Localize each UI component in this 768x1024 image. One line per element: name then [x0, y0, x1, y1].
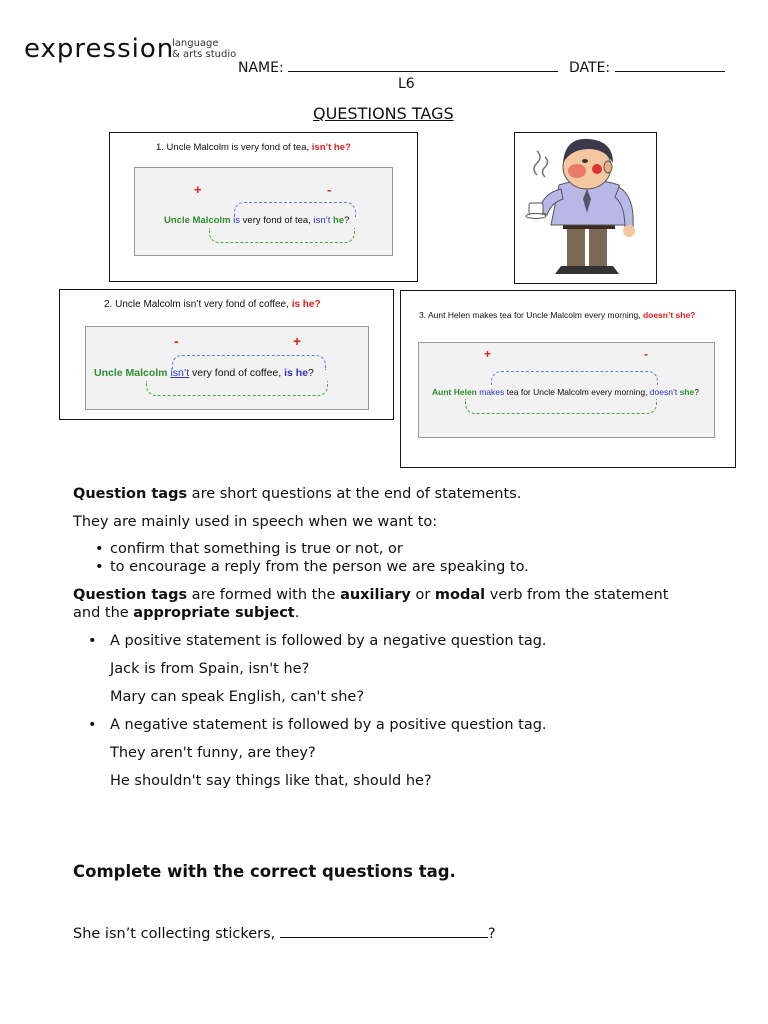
text: are formed with the — [187, 587, 341, 603]
minus-sign: - — [174, 333, 179, 349]
link-dash-top — [491, 371, 658, 385]
page-title: QUESTIONS TAGS — [313, 104, 454, 123]
example-2-panel — [85, 326, 369, 410]
example-1-panel — [134, 167, 393, 256]
example-1-box — [109, 132, 418, 282]
intro-paragraph-3 — [73, 586, 723, 622]
auxiliary: isn’t — [170, 367, 190, 379]
example-3-box — [400, 290, 736, 468]
link-dash-bottom — [465, 399, 657, 414]
rule-2-example-1: They aren't funny, are they? — [110, 745, 316, 761]
link-dash-bottom — [146, 381, 328, 396]
caption-text: 3. Aunt Helen makes tea for Uncle Malcolm every morning, — [419, 310, 643, 320]
example-2-sentence — [94, 367, 314, 379]
plus-sign: + — [293, 333, 302, 349]
intro-paragraph-1 — [73, 485, 521, 503]
tag-auxiliary: isn’t — [313, 215, 331, 226]
logo-subtitle-line-1: language — [172, 38, 219, 49]
rest: very fond of coffee, — [189, 367, 285, 379]
bullet-dot: • — [95, 541, 104, 557]
minus-sign: - — [644, 347, 648, 361]
rule-2-text: A negative statement is followed by a positive question tag. — [110, 717, 547, 733]
caption-tag: isn’t he? — [311, 142, 351, 153]
bullet-dot: • — [88, 633, 97, 649]
text: . — [294, 605, 300, 621]
auxiliary: is — [233, 215, 241, 226]
link-dash-bottom — [209, 228, 355, 243]
bold-term: Question tags — [73, 486, 188, 502]
logo-wordmark: expression — [24, 34, 175, 64]
rest: very fond of tea, — [240, 215, 314, 226]
tag-subject: he — [292, 367, 309, 379]
minus-sign: - — [327, 182, 332, 197]
plus-sign: + — [194, 182, 202, 197]
subject: Uncle Malcolm — [164, 215, 231, 226]
bullet-item-2: to encourage a reply from the person we are speaking to. — [110, 559, 529, 575]
date-blank[interactable] — [615, 57, 725, 72]
plus-sign: + — [484, 347, 492, 361]
tag-auxiliary: is — [284, 367, 293, 379]
name-label: NAME: — [238, 60, 284, 76]
example-2-caption — [104, 299, 321, 310]
bullet-dot: • — [95, 559, 104, 575]
logo-subtitle-line-2: & arts studio — [172, 49, 237, 60]
bold-term: Question tags — [73, 587, 188, 603]
answer-blank[interactable] — [280, 923, 488, 938]
bold-term: auxiliary — [340, 587, 411, 603]
auxiliary: makes — [479, 387, 505, 397]
name-blank[interactable] — [288, 57, 558, 72]
text: verb from the statement — [485, 587, 669, 603]
question-mark: ? — [308, 367, 314, 379]
caption-tag: doesn’t she? — [642, 310, 696, 320]
bullet-item-1: confirm that something is true or not, or — [110, 541, 403, 557]
name-field — [238, 57, 558, 76]
man-with-teacup-icon — [515, 133, 656, 283]
rule-2-example-2: He shouldn't say things like that, should he? — [110, 773, 432, 789]
rule-1-example-2: Mary can speak English, can't she? — [110, 689, 365, 705]
bold-term: appropriate subject — [133, 605, 295, 621]
exercise-heading: Complete with the correct questions tag. — [73, 862, 456, 881]
example-3-panel — [418, 342, 715, 438]
uncle-malcolm-illustration — [514, 132, 657, 284]
tag-subject: he — [330, 215, 345, 226]
example-3-caption — [419, 310, 695, 320]
caption-text: 2. Uncle Malcolm isn’t very fond of coffee, — [104, 299, 292, 310]
example-1-sentence — [164, 215, 349, 226]
caption-text: 1. Uncle Malcolm is very fond of tea, — [156, 142, 312, 153]
example-2-box — [59, 289, 394, 420]
rule-1-text: A positive statement is followed by a negative question tag. — [110, 633, 547, 649]
rest: tea for Uncle Malcolm every morning, — [504, 387, 650, 397]
caption-tag: is he? — [291, 299, 321, 310]
text: and the — [73, 605, 134, 621]
date-label: DATE: — [569, 60, 611, 76]
example-3-sentence — [432, 387, 699, 397]
rule-1-example-1: Jack is from Spain, isn't he? — [110, 661, 310, 677]
subject: Aunt Helen — [432, 387, 477, 397]
subject: Uncle Malcolm — [94, 367, 168, 379]
bullet-dot: • — [88, 717, 97, 733]
question-mark: ? — [694, 387, 699, 397]
level-label: L6 — [398, 76, 415, 92]
tag-auxiliary: doesn’t — [649, 387, 678, 397]
question-text: She isn’t collecting stickers, — [73, 926, 280, 942]
example-1-caption — [156, 142, 351, 153]
exercise-question-1 — [73, 923, 496, 943]
intro-paragraph-2: They are mainly used in speech when we want to: — [73, 514, 438, 530]
text: are short questions at the end of statements. — [187, 486, 522, 502]
date-field — [569, 57, 725, 76]
bold-term: modal — [434, 587, 486, 603]
text: or — [410, 587, 435, 603]
question-mark: ? — [487, 926, 496, 942]
tag-subject: she — [677, 387, 695, 397]
question-mark: ? — [344, 215, 350, 226]
logo-subtitle — [172, 38, 236, 60]
